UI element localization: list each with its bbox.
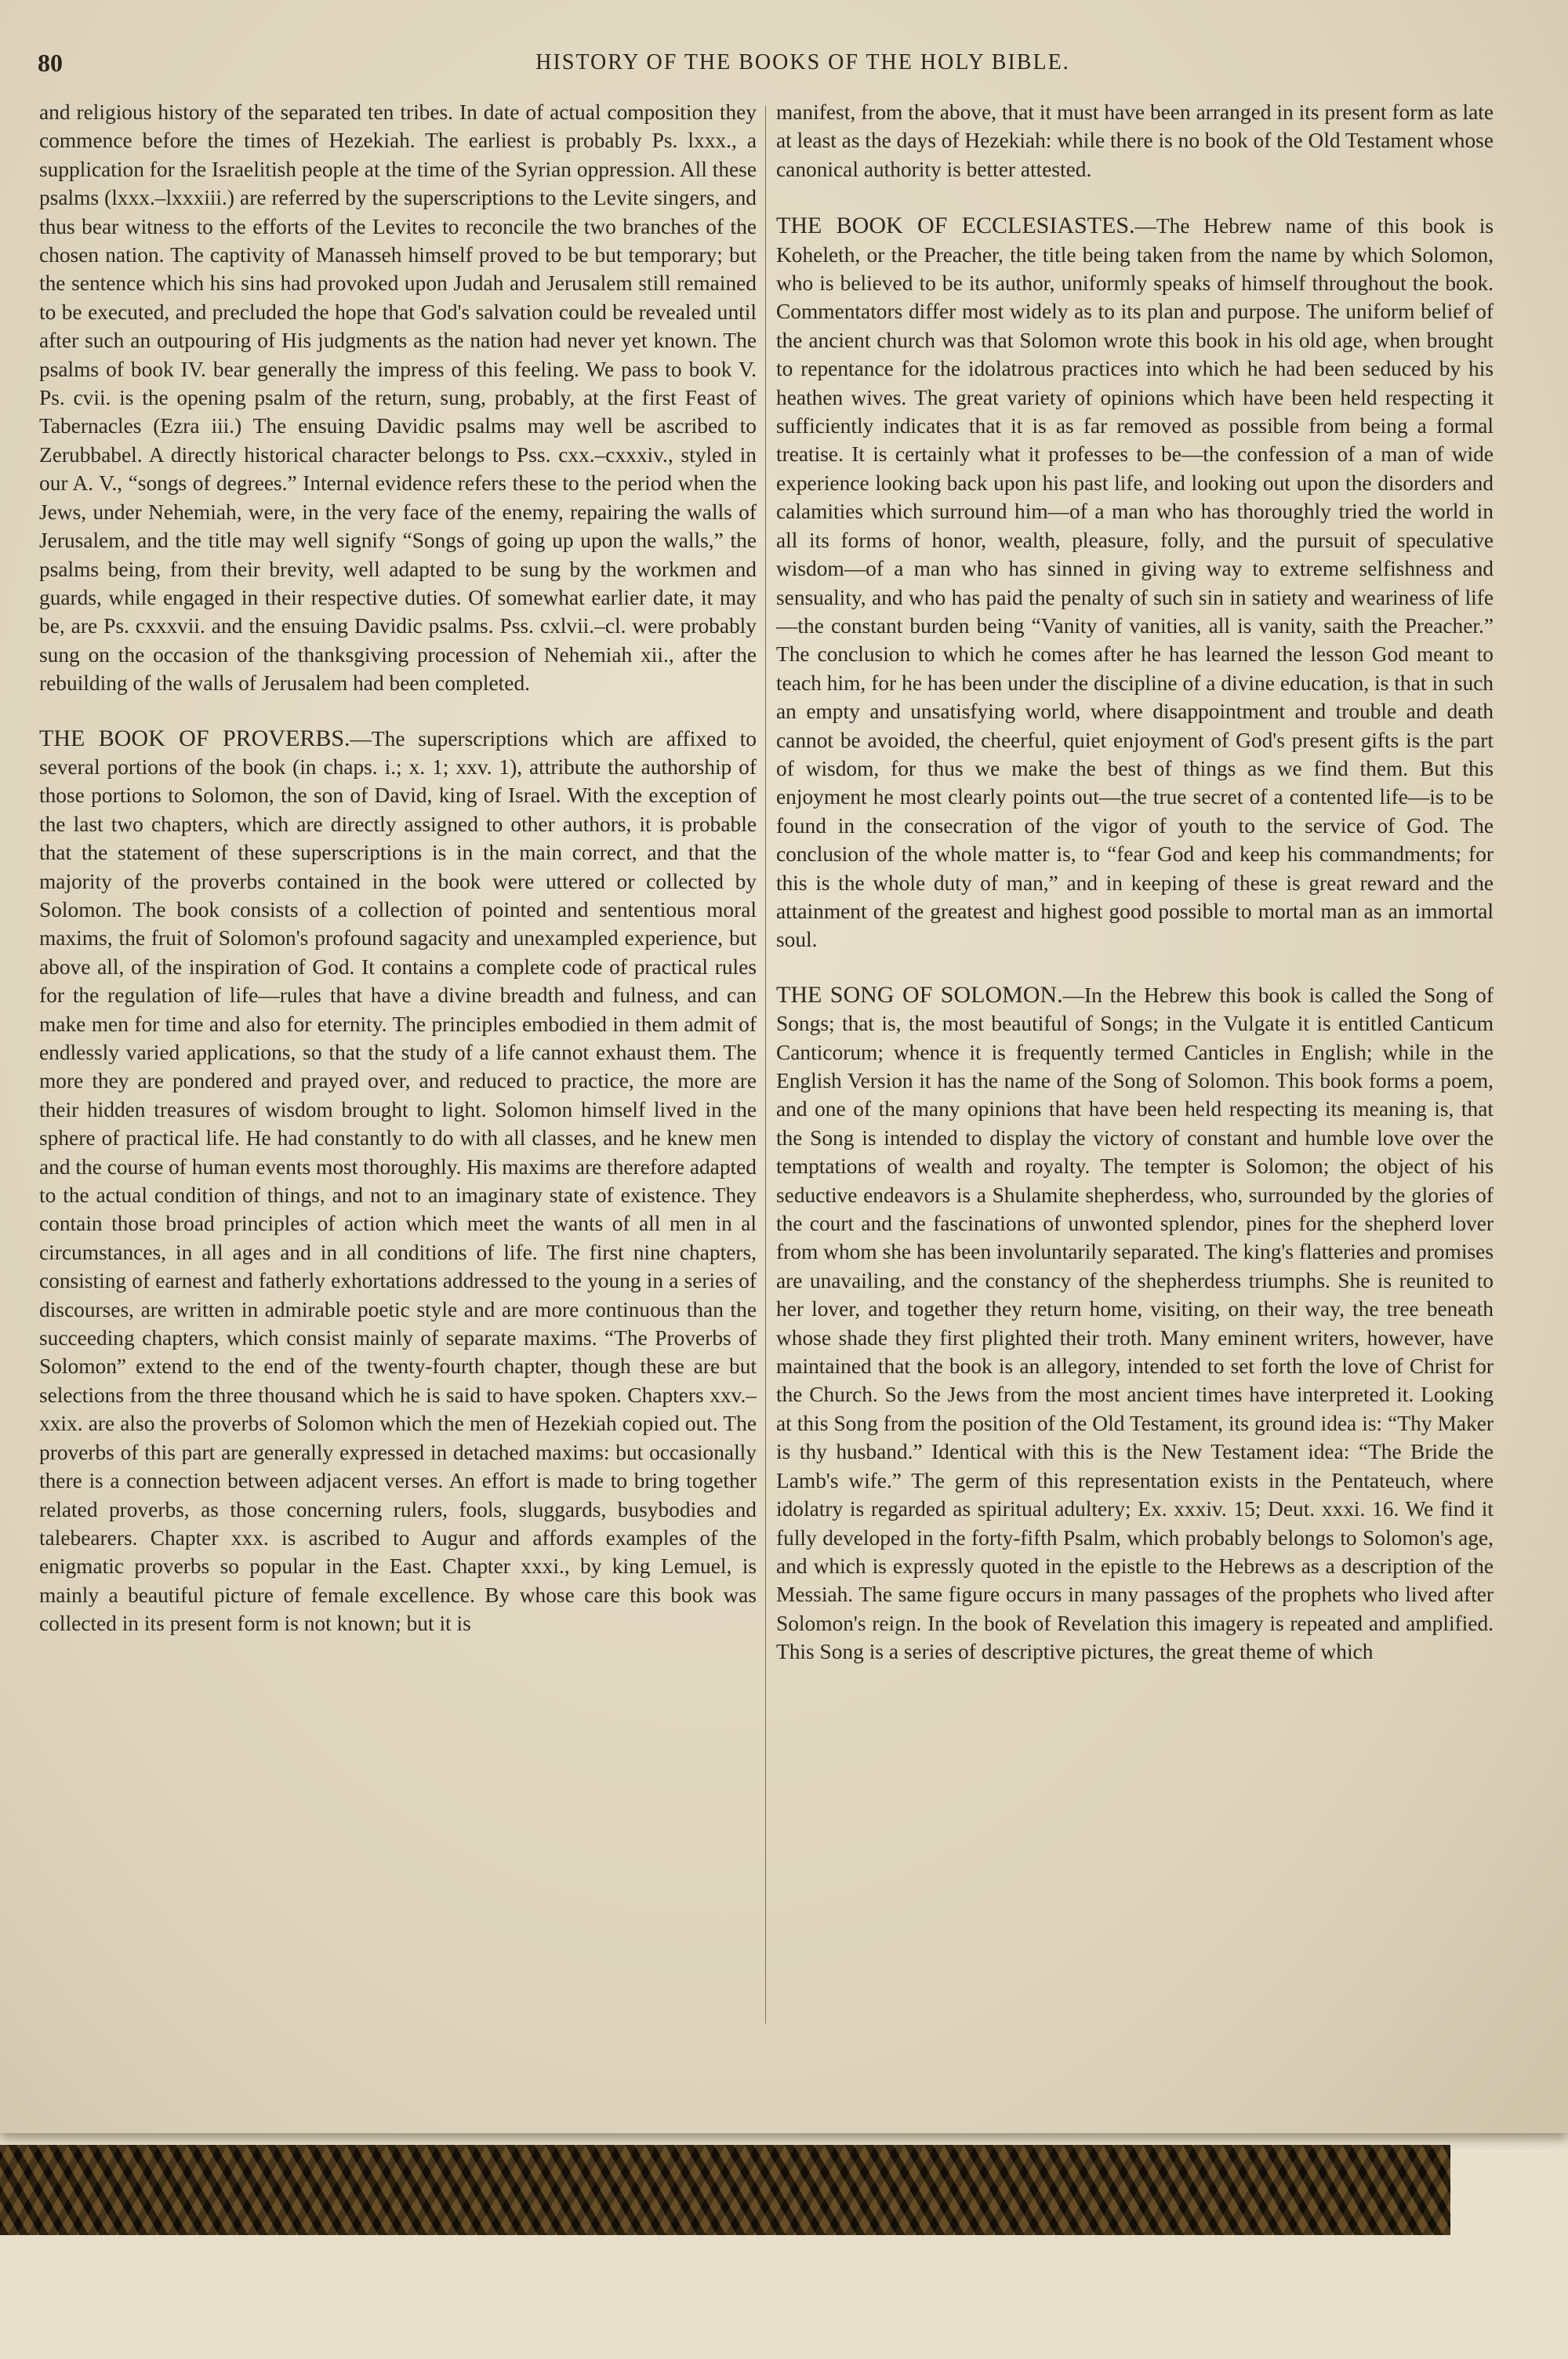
song-of-solomon-section	[776, 981, 1494, 1667]
left-column	[39, 98, 757, 1638]
proverbs-text: —The superscriptions which are affixed to several portions of the book (in chaps. i.; x. 1; xxv. 1), attribute the authorship of those portions to Solomon, the son of David, king of Israel. With the exception of the last two chapters, which are directly assigned to other authors, it is probable that the statement of these superscriptions is in the main correct, and that the majority of the proverbs contained in the book were uttered or collected by Solomon. The book consists of a collection of pointed and sententious moral maxims, the fruit of Solomon's profound sagacity and unexampled experience, but above all, of the inspiration of God. It contains a complete code of practical rules for the regulation of life—rules that have a divine breadth and fulness, and can make men for time and also for eternity. The principles embodied in them admit of endlessly varied applications, so that the study of a life cannot exhaust them. The more they are pondered and prayed over, and reduced to practice, the more are their hidden treasures of wisdom brought to light. Solomon himself lived in the sphere of practical life. He had constantly to do with all classes, and he knew men and the course of human events most thoroughly. His maxims are therefore adapted to the actual condition of things, and not to an imaginary state of existence. They contain those broad principles of action which meet the wants of all men in al circumstances, in all ages and in all conditions of life. The first nine chapters, consisting of earnest and fatherly exhortations addressed to the young in a series of discourses, are written in admirable poetic style and are more continuous than the succeeding chapters, which consist mainly of separate maxims. “The Proverbs of Solomon” extend to the end of the twenty-fourth chapter, though these are but selections from the three thousand which he is said to have spoken. Chapters xxv.–xxix. are also the proverbs of Solomon which the men of Hezekiah copied out. The proverbs of this part are generally expressed in detached maxims: but occasionally there is a connection between adjacent verses. An effort is made to bring together related proverbs, as those concerning rulers, fools, sluggards, busybodies and talebearers. Chapter xxx. is ascribed to Augur and affords examples of the enigmatic proverbs so popular in the East. Chapter xxxi., by king Lemuel, is mainly a beautiful picture of female excellence. By whose care this book was collected in its present form is not known; but it is	[39, 726, 757, 1636]
ecclesiastes-section	[776, 212, 1494, 954]
proverbs-section	[39, 725, 757, 1638]
ecclesiastes-heading: THE BOOK OF ECCLESIASTES.	[776, 213, 1135, 239]
ecclesiastes-text: —The Hebrew name of this book is Koheleth, or the Preacher, the title being taken from the name by which Solomon, who is believed to be its author, uniformly speaks of himself throughout the book. Commentators differ most widely as to its plan and purpose. The uniform belief of the ancient church was that Solomon wrote this book in his old age, when brought to repentance for the idolatrous practices into which he had been seduced by his heathen wives. The great variety of opinions which have been held respecting it sufficiently indicates that it is as far removed as possible from being a formal treatise. It is certainly what it professes to be—the confession of a man of wide experience looking back upon his past life, and looking out upon the disorders and calamities which surround him—of a man who has thoroughly tried the world in all its forms of honor, wealth, pleasure, folly, and the pursuit of speculative wisdom—of a man who has sinned in giving way to extreme selfishness and sensuality, and who has paid the penalty of such sin in satiety and weariness of life—the constant burden being “Vanity of vanities, all is vanity, saith the Preacher.” The conclusion to which he comes after he has learned the lesson God meant to teach him, for he has been under the discipline of a divine education, is that in such an empty and unsatisfying world, where disappointment and trouble and death cannot be avoided, the cheerful, quiet enjoyment of God's present gifts is the part of wisdom, for thus we make the best of things as we find them. But this enjoyment he most clearly points out—the true secret of a contented life—is to be found in the consecration of the vigor of youth to the service of God. The conclusion of the whole matter is, to “fear God and keep his commandments; for this is the whole duty of man,” and in keeping of these is great reward and the attainment of the greatest and highest good possible to mortal man as an immortal soul.	[776, 214, 1494, 952]
book-binding-edge	[0, 2145, 1450, 2235]
proverbs-heading: THE BOOK OF PROVERBS.	[39, 725, 350, 751]
page-header	[38, 49, 1537, 88]
running-title: HISTORY OF THE BOOKS OF THE HOLY BIBLE.	[535, 50, 1070, 75]
psalms-continuation-paragraph: and religious history of the separated ten tribes. In date of actual composition they commence before the times of Hezekiah. The earliest is probably Ps. lxxx., a supplication for the Israelitish people at the time of the Syrian oppression. All these psalms (lxxx.–lxxxiii.) are referred by the superscriptions to the Levite singers, and thus bear witness to the efforts of the Levites to reconcile the two branches of the chosen nation. The captivity of Manasseh himself proved to be but temporary; but the sentence which his sins had provoked upon Judah and Jerusalem still remained to be executed, and precluded the hope that God's salvation could be revealed until after such an outpouring of His judgments as the nation had never yet known. The psalms of book IV. bear generally the impress of this feeling. We pass to book V. Ps. cvii. is the opening psalm of the return, sung, probably, at the first Feast of Tabernacles (Ezra iii.) The ensuing Davidic psalms may well be ascribed to Zerubbabel. A directly historical character belongs to Pss. cxx.–cxxxiv., styled in our A. V., “songs of degrees.” Internal evidence refers these to the period when the Jews, under Nehemiah, were, in the very face of the enemy, repairing the walls of Jerusalem, and the title may well signify “Songs of going up upon the walls,” the psalms being, from their brevity, well adapted to be sung by the workmen and guards, while engaged in their respective duties. Of somewhat earlier date, it may be, are Ps. cxxxvii. and the ensuing Davidic psalms. Pss. cxlvii.–cl. were probably sung on the occasion of the thanksgiving procession of Nehemiah xii., after the rebuilding of the walls of Jerusalem had been completed.	[39, 100, 757, 696]
song-of-solomon-text: —In the Hebrew this book is called the Song of Songs; that is, the most beautiful of Songs; in the Vulgate it is entitled Canticum Canticorum; whence it is frequently termed Canticles in English; while in the English Version it has the name of the Song of Solomon. This book forms a poem, and one of the many opinions that have been held respecting its meaning is, that the Song is intended to display the victory of constant and humble love over the temptations of wealth and royalty. The tempter is Solomon; the object of his seductive endeavors is a Shulamite shepherdess, who, surrounded by the glories of the court and the fascinations of unwonted splendor, pines for the shepherd lover from whom she has been involuntarily separated. The king's flatteries and promises are unavailing, and the constancy of the shepherdess triumphs. She is reunited to her lover, and together they return home, visiting, on their way, the tree beneath whose shade they first plighted their troth. Many eminent writers, however, have maintained that the book is an allegory, intended to set forth the love of Christ for the Church. So the Jews from the most ancient times have interpreted it. Looking at this Song from the position of the Old Testament, its ground idea is: “Thy Maker is thy husband.” Identical with this is the New Testament idea: “The Bride the Lamb's wife.” The germ of this representation exists in the Pentateuch, where idolatry is regarded as spiritual adultery; Ex. xxxiv. 15; Deut. xxxi. 16. We find it fully developed in the forty-fifth Psalm, which probably belongs to Solomon's age, and which is expressly quoted in the epistle to the Hebrews as a description of the Messiah. The same figure occurs in many passages of the prophets who lived after Solomon's reign. In the book of Revelation this imagery is repeated and amplified. This Song is a series of descriptive pictures, the great theme of which	[776, 983, 1494, 1664]
column-divider	[765, 106, 766, 2023]
page-number: 80	[38, 49, 63, 77]
song-of-solomon-heading: THE SONG OF SOLOMON.	[776, 981, 1063, 1008]
proverbs-continuation-paragraph: manifest, from the above, that it must have been arranged in its present form as late at least as the days of Hezekiah: while there is no book of the Old Testament whose canonical authority is better attested.	[776, 100, 1494, 181]
right-column	[776, 98, 1494, 1667]
